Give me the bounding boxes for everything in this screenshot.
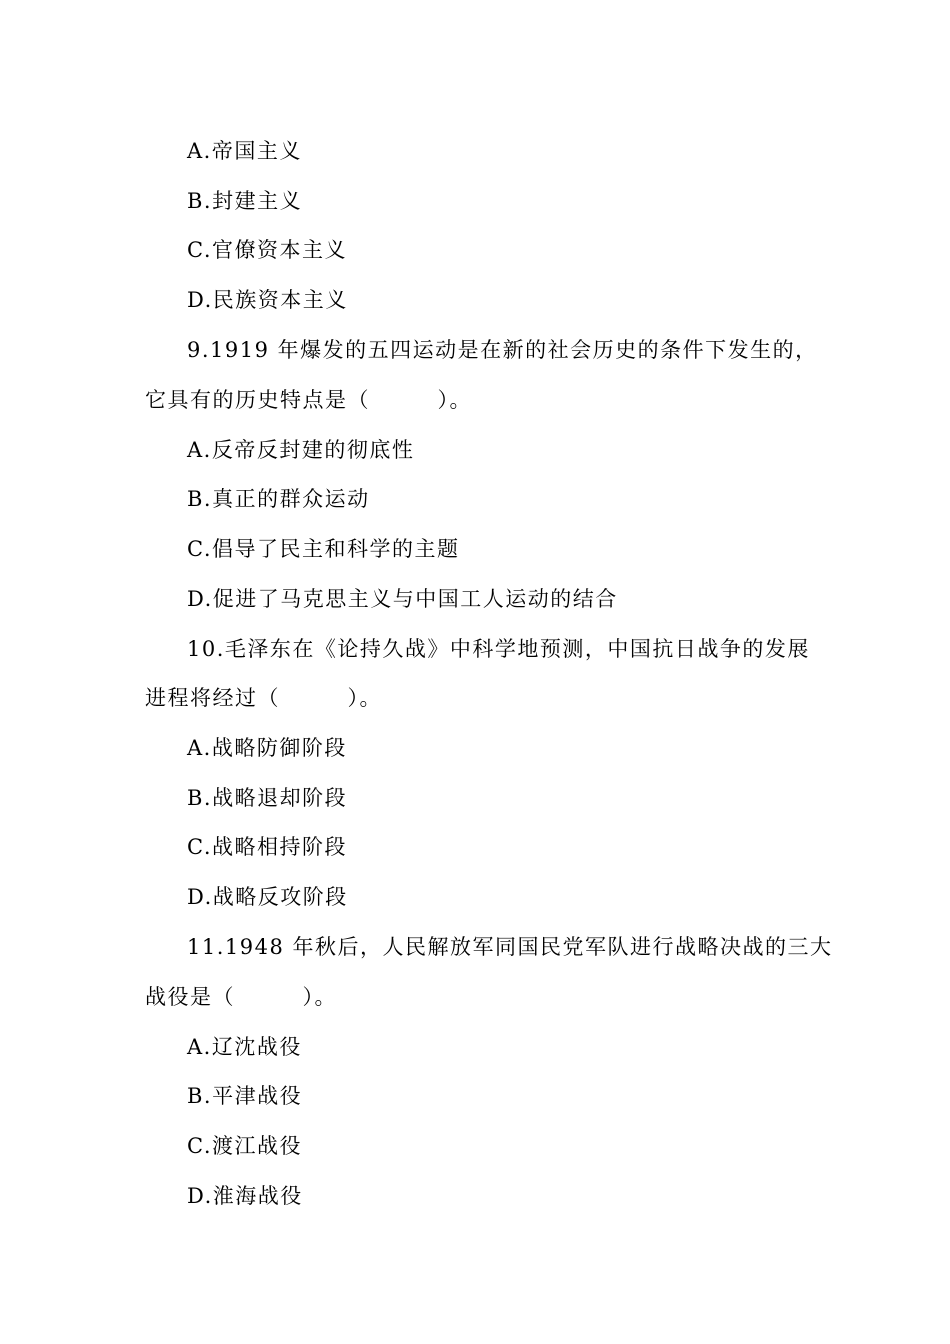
option-b: B.封建主义	[187, 189, 303, 213]
question-9-option-b: B.真正的群众运动	[187, 487, 370, 511]
option-d: D.民族资本主义	[187, 288, 348, 312]
question-11-option-c: C.渡江战役	[187, 1134, 302, 1158]
question-9-stem-line2: 它具有的历史特点是（ ）。	[145, 388, 472, 412]
question-10-stem-line2: 进程将经过（ ）。	[145, 686, 382, 710]
question-10-stem-line1: 10.毛泽东在《论持久战》中科学地预测，中国抗日战争的发展	[187, 637, 810, 661]
option-a: A.帝国主义	[187, 139, 302, 163]
question-9-option-c: C.倡导了民主和科学的主题	[187, 537, 460, 561]
question-10-option-c: C.战略相持阶段	[187, 835, 347, 859]
question-11-stem-line1: 11.1948 年秋后，人民解放军同国民党军队进行战略决战的三大	[187, 935, 833, 959]
question-11-stem-line2: 战役是（ ）。	[145, 985, 337, 1009]
question-9-stem-line1: 9.1919 年爆发的五四运动是在新的社会历史的条件下发生的，	[187, 338, 818, 362]
question-11-option-d: D.淮海战役	[187, 1184, 303, 1208]
option-c: C.官僚资本主义	[187, 238, 347, 262]
question-11-option-b: B.平津战役	[187, 1084, 303, 1108]
question-9-option-d: D.促进了马克思主义与中国工人运动的结合	[187, 587, 618, 611]
question-10-option-b: B.战略退却阶段	[187, 786, 348, 810]
question-11-option-a: A.辽沈战役	[187, 1035, 302, 1059]
question-10-option-a: A.战略防御阶段	[187, 736, 347, 760]
question-9-option-a: A.反帝反封建的彻底性	[187, 438, 415, 462]
question-10-option-d: D.战略反攻阶段	[187, 885, 348, 909]
